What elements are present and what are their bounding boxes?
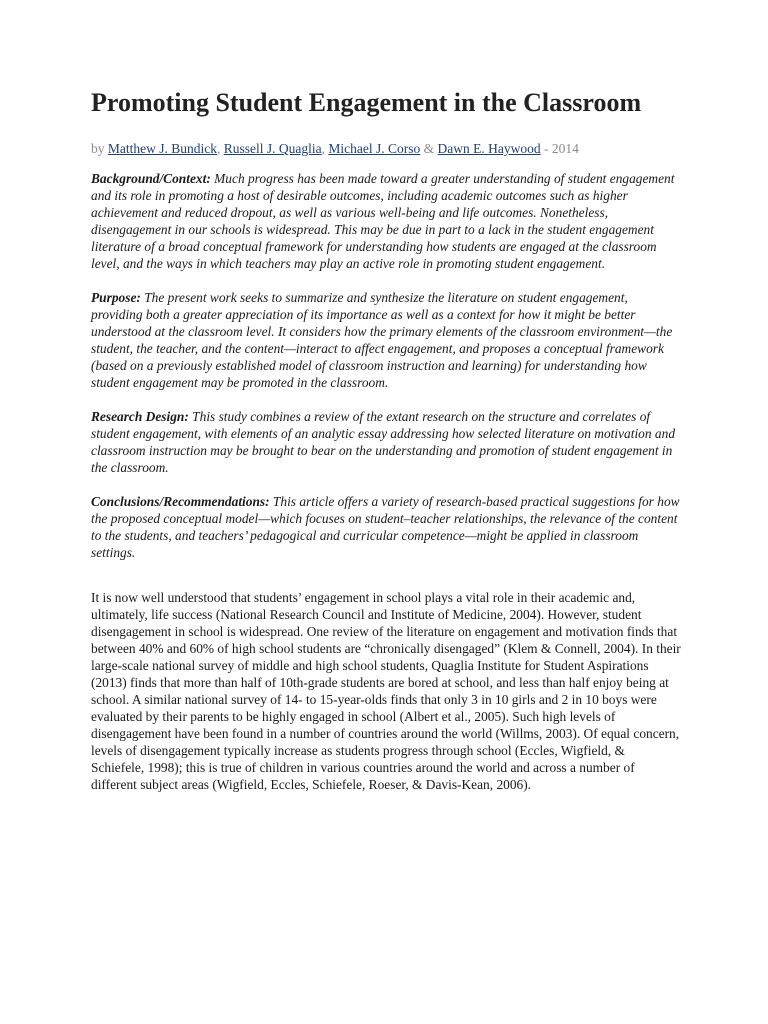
byline-separator: , bbox=[321, 141, 329, 156]
author-link-haywood[interactable]: Dawn E. Haywood bbox=[437, 141, 541, 156]
author-link-bundick[interactable]: Matthew J. Bundick bbox=[107, 141, 217, 156]
author-link-quaglia[interactable]: Russell J. Quaglia bbox=[223, 141, 322, 156]
byline-separator: & bbox=[420, 141, 438, 156]
article-title: Promoting Student Engagement in the Classroom bbox=[91, 88, 642, 117]
byline-by: by bbox=[91, 141, 108, 156]
abstract-background bbox=[91, 170, 681, 272]
purpose-label: Purpose: bbox=[91, 290, 141, 305]
byline-separator: , bbox=[217, 141, 224, 156]
research-design-text: This study combines a review of the extant research on the structure and correlates of student engagement, with elements of an analytic essay addressing how selected literature on motivation and classroom instruction may be brought to bear on the understanding and promotion of student engagement in the classroom. bbox=[91, 409, 676, 475]
byline-year: - 2014 bbox=[540, 141, 579, 156]
article bbox=[91, 86, 681, 806]
background-text: Much progress has been made toward a greater understanding of student engagement and its role in promoting a host of desirable outcomes, including academic outcomes such as higher achievement and reduced dropout, as well as various well-being and life outcomes. Nonetheless, disengagement in our schools is widespread. This may be due in part to a lack in the student engagement literature of a broad conceptual framework for understanding how students are engaged at the classroom level, and the ways in which teachers may play an active role in promoting student engagement. bbox=[91, 171, 675, 271]
abstract bbox=[91, 170, 681, 561]
author-link-corso[interactable]: Michael J. Corso bbox=[328, 141, 421, 156]
background-label: Background/Context: bbox=[91, 171, 211, 186]
conclusions-label: Conclusions/Recommendations: bbox=[91, 494, 270, 509]
abstract-purpose bbox=[91, 289, 681, 391]
abstract-conclusions bbox=[91, 493, 681, 561]
byline bbox=[91, 140, 681, 158]
conclusions-text: This article offers a variety of research-based practical suggestions for how the proposed conceptual model—which focuses on student–teacher relationships, the relevance of the content to the students, and teachers’ pedagogical and curricular competence—might be applied in classroom settings. bbox=[91, 494, 680, 560]
research-design-label: Research Design: bbox=[91, 409, 189, 424]
purpose-text: The present work seeks to summarize and synthesize the literature on student engagement, providing both a greater appreciation of its importance as well as a context for how it might be better understood at the classroom level. It considers how the primary elements of the classroom environment—the student, the teacher, and the content—interact to affect engagement, and proposes a conceptual framework (based on a previously established model of classroom instruction and learning) for understanding how student engagement may be promoted in the classroom. bbox=[91, 290, 673, 390]
body-paragraph: It is now well understood that students’ engagement in school plays a vital role in their academic and, ultimately, life success (National Research Council and Institute of Medicine, 2004). However, student disengagement in school is widespread. One review of the literature on engagement and motivation finds that between 40% and 60% of high school students are “chronically disengaged” (Klem & Connell, 2004). In their large-scale national survey of middle and high school students, Quaglia Institute for Student Aspirations (2013) finds that more than half of 10th-grade students are bored at school, and less than half enjoy being at school. A similar national survey of 14- to 15-year-olds finds that only 3 in 10 girls and 2 in 10 boys were evaluated by their parents to be highly engaged in school (Albert et al., 2005). Such high levels of disengagement have been found in a number of countries around the world (Willms, 2003). Of equal concern, levels of disengagement typically increase as students progress through school (Eccles, Wigfield, & Schiefele, 1998); this is true of children in various countries around the world and across a number of different subject areas (Wigfield, Eccles, Schiefele, Roeser, & Davis-Kean, 2006). bbox=[91, 590, 681, 792]
abstract-research-design bbox=[91, 408, 681, 476]
